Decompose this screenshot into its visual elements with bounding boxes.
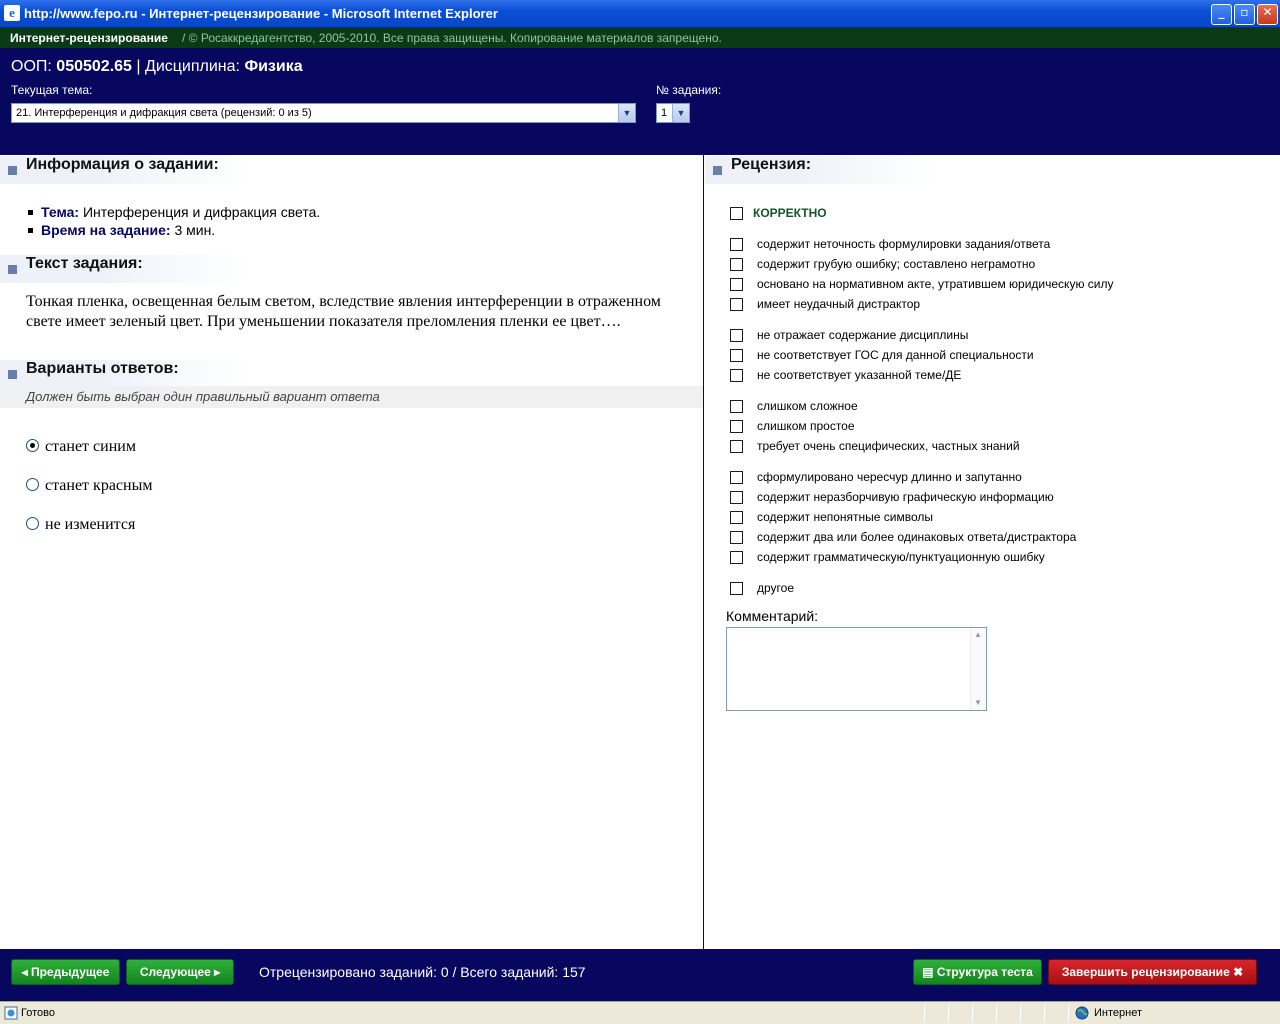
criterion-checkbox[interactable] xyxy=(730,349,743,362)
next-button[interactable]: Следующее ▸ xyxy=(126,959,234,985)
criterion-checkbox[interactable] xyxy=(730,491,743,504)
criterion-label: содержит неразборчивую графическую информацию xyxy=(757,490,1054,504)
section-bullet-icon xyxy=(8,370,17,379)
criterion-checkbox[interactable] xyxy=(730,298,743,311)
status-separator xyxy=(972,1004,973,1022)
criterion-label: сформулировано чересчур длинно и запутанно xyxy=(757,470,1022,484)
globe-icon xyxy=(1075,1006,1089,1020)
criterion-checkbox[interactable] xyxy=(730,329,743,342)
criterion-checkbox[interactable] xyxy=(730,238,743,251)
status-separator xyxy=(996,1004,997,1022)
correct-checkbox[interactable] xyxy=(730,207,743,220)
review-panel xyxy=(705,155,1280,949)
criterion-checkbox[interactable] xyxy=(730,278,743,291)
criterion-label: слишком простое xyxy=(757,419,855,433)
criterion-label: основано на нормативном акте, утратившем юридическую силу xyxy=(757,277,1114,291)
topic-select[interactable] xyxy=(11,103,636,123)
copyright-text: / © Росаккредагентство, 2005-2010. Все права защищены. Копирование материалов запрещено. xyxy=(182,31,722,45)
info-topic: Тема: Интерференция и дифракция света. xyxy=(28,203,320,221)
criterion-label: содержит непонятные символы xyxy=(757,510,934,524)
comment-label: Комментарий: xyxy=(726,608,819,624)
criterion-label: требует очень специфических, частных знаний xyxy=(757,439,1020,453)
page-header xyxy=(0,48,1280,155)
status-separator xyxy=(1044,1004,1045,1022)
status-separator xyxy=(1068,1004,1069,1022)
test-structure-button[interactable]: ▤ Структура теста xyxy=(913,959,1042,985)
page-icon xyxy=(4,1006,18,1020)
topic-select-label: Текущая тема: xyxy=(11,83,93,97)
status-separator xyxy=(948,1004,949,1022)
minimize-button[interactable]: _ xyxy=(1211,4,1232,25)
section-bullet-icon xyxy=(8,166,17,175)
criterion-checkbox[interactable] xyxy=(730,400,743,413)
oop-discipline-line xyxy=(11,58,303,76)
discipline-value: Физика xyxy=(244,58,303,75)
scroll-up-icon[interactable]: ▲ xyxy=(974,630,982,639)
oop-label: ООП: xyxy=(11,58,52,75)
answer-label: станет синим xyxy=(45,438,136,455)
comment-textarea[interactable] xyxy=(726,627,987,711)
answer-radio[interactable] xyxy=(26,517,39,530)
chevron-down-icon[interactable]: ▼ xyxy=(618,104,635,122)
status-bar xyxy=(0,1001,1280,1024)
task-panel xyxy=(0,155,704,949)
status-separator xyxy=(924,1004,925,1022)
criterion-label: слишком сложное xyxy=(757,399,858,413)
task-number-select[interactable] xyxy=(656,103,690,123)
criterion-label: имеет неудачный дистрактор xyxy=(757,297,921,311)
correct-label: КОРРЕКТНО xyxy=(753,206,827,220)
answer-label: станет красным xyxy=(45,477,153,494)
criterion-checkbox[interactable] xyxy=(730,511,743,524)
app-name: Интернет-рецензирование xyxy=(10,31,168,45)
chevron-down-icon[interactable]: ▼ xyxy=(672,104,689,122)
section-bullet-icon xyxy=(8,265,17,274)
answer-radio[interactable] xyxy=(26,478,39,491)
review-stats: Отрецензировано заданий: 0 / Всего заданий: 157 xyxy=(259,964,586,980)
task-number-value: 1 xyxy=(661,107,668,119)
review-heading: Рецензия: xyxy=(705,156,935,184)
footer-bar xyxy=(0,949,1280,1001)
criterion-label: не соответствует ГОС для данной специальности xyxy=(757,348,1034,362)
answer-label: не изменится xyxy=(45,516,136,533)
task-select-label: № задания: xyxy=(656,83,722,97)
status-separator xyxy=(1020,1004,1021,1022)
criterion-label: содержит грубую ошибку; составлено неграмотно xyxy=(757,257,1036,271)
discipline-label: | Дисциплина: xyxy=(136,58,240,75)
comment-scrollbar[interactable] xyxy=(970,628,986,710)
info-time: Время на задание: 3 мин. xyxy=(28,221,320,239)
question-text: Тонкая пленка, освещенная белым светом, вследствие явления интерференции в отраженном свете имеет зеленый цвет. При уменьшении показателя преломления пленки ее цвет…. xyxy=(26,293,661,330)
criterion-checkbox[interactable] xyxy=(730,258,743,271)
answer-option[interactable] xyxy=(26,436,136,458)
criterion-checkbox[interactable] xyxy=(730,582,743,595)
window-title: http://www.fepo.ru - Интернет-рецензирование - Microsoft Internet Explorer xyxy=(24,6,498,21)
maximize-button[interactable]: ▫ xyxy=(1234,4,1255,25)
criterion-checkbox[interactable] xyxy=(730,531,743,544)
answer-radio[interactable] xyxy=(26,439,39,452)
criterion-label: содержит два или более одинаковых ответа/дистрактора xyxy=(757,530,1077,544)
prev-button[interactable]: ◂ Предыдущее xyxy=(11,959,120,985)
window-titlebar xyxy=(0,0,1280,28)
criterion-checkbox[interactable] xyxy=(730,551,743,564)
answers-heading: Варианты ответов: xyxy=(0,360,250,388)
oop-value: 050502.65 xyxy=(56,58,132,75)
answer-option[interactable] xyxy=(26,514,135,536)
task-text-heading: Текст задания: xyxy=(0,255,250,283)
section-bullet-icon xyxy=(713,166,722,175)
task-info-heading: Информация о задании: xyxy=(0,156,250,184)
criterion-label: не отражает содержание дисциплины xyxy=(757,328,969,342)
scroll-down-icon[interactable]: ▼ xyxy=(974,698,982,707)
criterion-checkbox[interactable] xyxy=(730,369,743,382)
status-text: Готово xyxy=(21,1007,55,1019)
criterion-checkbox[interactable] xyxy=(730,440,743,453)
criterion-label: содержит грамматическую/пунктуационную ошибку xyxy=(757,550,1045,564)
ie-logo-icon: e xyxy=(4,5,20,21)
criterion-checkbox[interactable] xyxy=(730,471,743,484)
finish-review-button[interactable]: Завершить рецензирование ✖ xyxy=(1048,959,1257,985)
close-button[interactable]: ✕ xyxy=(1257,4,1278,25)
answers-hint: Должен быть выбран один правильный вариант ответа xyxy=(0,386,703,408)
criterion-label: содержит неточность формулировки задания/ответа xyxy=(757,237,1051,251)
task-info-list xyxy=(28,203,320,239)
criterion-label: другое xyxy=(757,581,795,595)
criterion-label: не соответствует указанной теме/ДЕ xyxy=(757,368,962,382)
answer-option[interactable] xyxy=(26,475,152,497)
topic-select-value: 21. Интерференция и дифракция света (рецензий: 0 из 5) xyxy=(16,107,312,119)
criterion-checkbox[interactable] xyxy=(730,420,743,433)
app-bar xyxy=(0,28,1280,48)
security-zone-text: Интернет xyxy=(1094,1007,1142,1019)
